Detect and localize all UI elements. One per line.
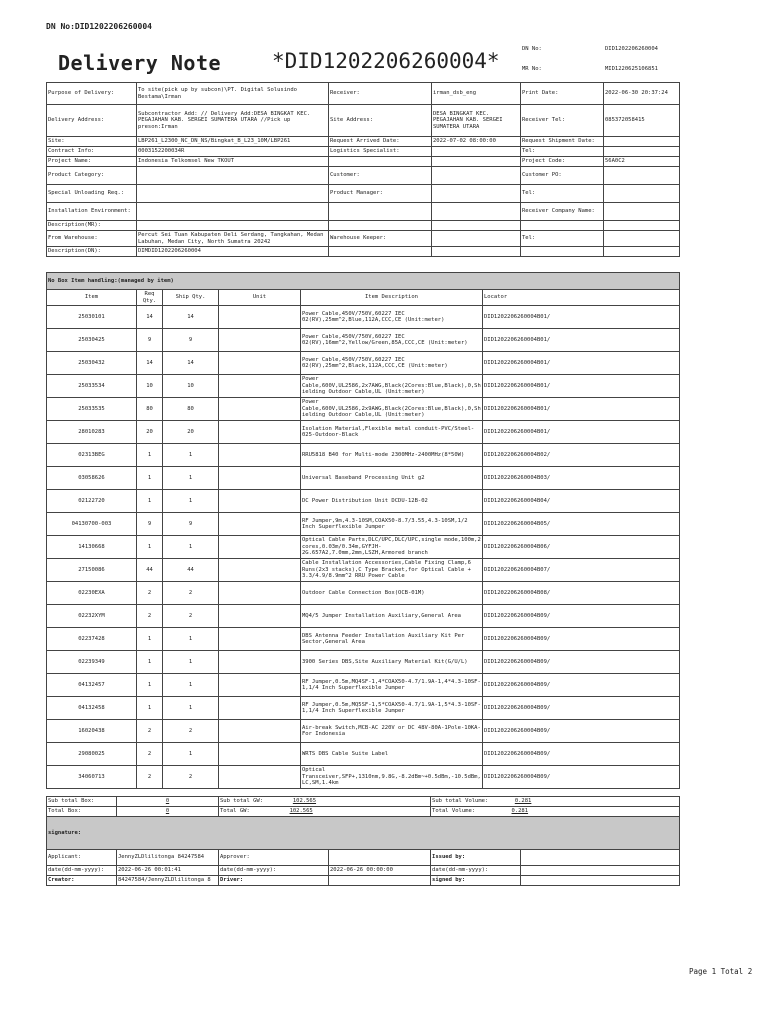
ship-qty: 2 bbox=[163, 582, 219, 605]
item-description: Power Cable,450V/750V,60227 IEC 02(RV),16mm^2,Yellow/Green,85A,CCC,CE (Unit:meter) bbox=[301, 329, 483, 352]
header-value: irman_dsb_eng bbox=[432, 83, 521, 105]
req-qty: 9 bbox=[137, 329, 163, 352]
unit bbox=[219, 582, 301, 605]
req-qty: 20 bbox=[137, 421, 163, 444]
signature-value: 84247584/JennyZLDlilitonga 8 bbox=[117, 876, 219, 886]
item-code: 02122720 bbox=[47, 490, 137, 513]
item-description: Power Cable,450V/750V,60227 IEC 02(RV),25mm^2,Black,112A,CCC,CE (Unit:meter) bbox=[301, 352, 483, 375]
req-qty: 1 bbox=[137, 536, 163, 559]
item-code: 16020438 bbox=[47, 720, 137, 743]
header-label: Delivery Address: bbox=[47, 105, 137, 137]
signature-label: Issued by: bbox=[431, 850, 521, 866]
signature-band: signature: bbox=[47, 817, 680, 850]
item-description: MQ4/5 Jumper Installation Auxiliary,General Area bbox=[301, 605, 483, 628]
signature-label: Creator: bbox=[47, 876, 117, 886]
table-row bbox=[47, 444, 680, 467]
locator: DID1202206260004B02/ bbox=[483, 444, 680, 467]
header-label: Site Address: bbox=[329, 105, 432, 137]
ship-qty: 20 bbox=[163, 421, 219, 444]
table-row bbox=[47, 720, 680, 743]
header-label bbox=[329, 247, 432, 257]
header-value bbox=[432, 167, 521, 185]
item-code: 25030432 bbox=[47, 352, 137, 375]
table-row bbox=[47, 306, 680, 329]
header-value: Percut Sei Tuan Kabupaten Deli Serdang, Tangkahan, Medan Labuhan, Medan City, North Sumatra 20242 bbox=[137, 231, 329, 247]
table-row bbox=[47, 536, 680, 559]
dn-no-label: DN No: bbox=[522, 46, 542, 52]
item-description: Power Cable,450V/750V,60227 IEC 02(RV),25mm^2,Blue,112A,CCC,CE (Unit:meter) bbox=[301, 306, 483, 329]
req-qty: 14 bbox=[137, 306, 163, 329]
table-row bbox=[47, 467, 680, 490]
item-description: Outdoor Cable Connection Box(OCB-01M) bbox=[301, 582, 483, 605]
totals-signature-table bbox=[46, 796, 680, 886]
item-code: 25030101 bbox=[47, 306, 137, 329]
signature-value bbox=[521, 866, 680, 876]
ship-qty: 1 bbox=[163, 490, 219, 513]
item-description: Power Cable,600V,UL2586,2x9AWG,Black(2Cores:Blue,Black),0,Shielding Outdoor Cable,UL (Unit:meter) bbox=[301, 398, 483, 421]
header-label: Receiver: bbox=[329, 83, 432, 105]
header-row bbox=[47, 247, 680, 257]
table-row bbox=[47, 674, 680, 697]
signature-label: Approver: bbox=[219, 850, 329, 866]
ship-qty: 1 bbox=[163, 743, 219, 766]
header-label: From Warehouse: bbox=[47, 231, 137, 247]
header-label: Purpose of Delivery: bbox=[47, 83, 137, 105]
header-row bbox=[47, 231, 680, 247]
header-label: Receiver Company Name: bbox=[521, 203, 604, 221]
page-title: Delivery Note bbox=[58, 51, 222, 75]
signature-label: date(dd-mm-yyyy): bbox=[47, 866, 117, 876]
item-code: 14130668 bbox=[47, 536, 137, 559]
page-footer: Page 1 Total 2 bbox=[689, 967, 753, 976]
ship-qty: 1 bbox=[163, 628, 219, 651]
sub-gw-label: Sub total GW: bbox=[220, 798, 264, 805]
locator: DID1202206260004B01/ bbox=[483, 306, 680, 329]
item-code: 03058626 bbox=[47, 467, 137, 490]
header-label bbox=[521, 247, 604, 257]
unit bbox=[219, 628, 301, 651]
mr-no-label: MR No: bbox=[522, 66, 542, 72]
item-description: RF Jumper,0.5m,MQ4SF-1,4*COAX50-4.7/1.9A-1,4*4.3-10SF-1,1/4 Inch Superflexible Jumper bbox=[301, 674, 483, 697]
req-qty: 2 bbox=[137, 582, 163, 605]
header-row bbox=[47, 147, 680, 157]
header-row bbox=[47, 157, 680, 167]
signature-value: 2022-06-26 00:01:41 bbox=[117, 866, 219, 876]
header-row bbox=[47, 203, 680, 221]
req-qty: 1 bbox=[137, 467, 163, 490]
header-label: Contract Info: bbox=[47, 147, 137, 157]
header-row bbox=[47, 83, 680, 105]
ship-qty: 1 bbox=[163, 536, 219, 559]
header-value bbox=[604, 137, 680, 147]
signature-value bbox=[521, 876, 680, 886]
signature-row bbox=[47, 876, 680, 886]
item-description: Universal Baseband Processing Unit g2 bbox=[301, 467, 483, 490]
ship-qty: 2 bbox=[163, 766, 219, 789]
header-value bbox=[137, 167, 329, 185]
header-label: Special Unloading Req.: bbox=[47, 185, 137, 203]
locator: DID1202206260004B09/ bbox=[483, 766, 680, 789]
signature-label: date(dd-mm-yyyy): bbox=[431, 866, 521, 876]
header-label: Customer: bbox=[329, 167, 432, 185]
header-label: Warehouse Keeper: bbox=[329, 231, 432, 247]
total-box-label: Total Box: bbox=[47, 807, 117, 817]
sub-box-label: Sub total Box: bbox=[47, 797, 117, 807]
header-label: Tel: bbox=[521, 185, 604, 203]
header-value bbox=[604, 203, 680, 221]
total-gw-value: 102.565 bbox=[289, 808, 313, 815]
signature-value: 2022-06-26 00:00:00 bbox=[329, 866, 431, 876]
ship-qty: 14 bbox=[163, 352, 219, 375]
item-code: 02313BEG bbox=[47, 444, 137, 467]
item-code: 25030425 bbox=[47, 329, 137, 352]
req-qty: 2 bbox=[137, 605, 163, 628]
total-gw-label: Total GW: bbox=[220, 808, 250, 815]
unit bbox=[219, 352, 301, 375]
locator: DID1202206260004B01/ bbox=[483, 329, 680, 352]
ship-qty: 1 bbox=[163, 697, 219, 720]
unit bbox=[219, 444, 301, 467]
signature-label: signed by: bbox=[431, 876, 521, 886]
unit bbox=[219, 766, 301, 789]
header-value: Indonesia Telkomsel New TKOUT bbox=[137, 157, 329, 167]
unit bbox=[219, 421, 301, 444]
header-value: 2022-07-02 08:00:00 bbox=[432, 137, 521, 147]
table-row bbox=[47, 490, 680, 513]
header-row bbox=[47, 167, 680, 185]
ship-qty: 1 bbox=[163, 651, 219, 674]
locator: DID1202206260004B01/ bbox=[483, 421, 680, 444]
locator: DID1202206260004B09/ bbox=[483, 743, 680, 766]
signature-value bbox=[329, 876, 431, 886]
ship-qty: 1 bbox=[163, 674, 219, 697]
item-description: 3900 Series DBS,Site Auxiliary Material Kit(G/U/L) bbox=[301, 651, 483, 674]
header-value: 56A0C2 bbox=[604, 157, 680, 167]
ship-qty: 10 bbox=[163, 375, 219, 398]
top-dn-label: DN No:DID1202206260004 bbox=[46, 22, 152, 31]
item-description: DBS Antenna Feeder Installation Auxiliary Kit Per Sector,General Area bbox=[301, 628, 483, 651]
header-value bbox=[604, 221, 680, 231]
header-value bbox=[604, 231, 680, 247]
column-header: Item Description bbox=[301, 290, 483, 306]
header-value: 085372058415 bbox=[604, 105, 680, 137]
item-description: Optical Transceiver,SFP+,1310nm,9.8G,-8.2dBm~+0.5dBm,-10.5dBm,LC,SM,1.4km bbox=[301, 766, 483, 789]
req-qty: 1 bbox=[137, 628, 163, 651]
signature-row bbox=[47, 850, 680, 866]
header-value: DESA BINGKAT KEC. PEGAJAHAN KAB. SERGEI SUMATERA UTARA bbox=[432, 105, 521, 137]
req-qty: 80 bbox=[137, 398, 163, 421]
req-qty: 2 bbox=[137, 720, 163, 743]
item-description: Cable Installation Accessories,Cable Fixing Clamp,6 Runs(2x3 stacks),C Type Bracket,for Optical Cable + 3.3/4.9/8.9mm^2 RRU Power Cable bbox=[301, 559, 483, 582]
header-label bbox=[329, 157, 432, 167]
locator: DID1202206260004B09/ bbox=[483, 628, 680, 651]
header-label: Logistics Specialist: bbox=[329, 147, 432, 157]
item-code: 28010283 bbox=[47, 421, 137, 444]
header-row bbox=[47, 137, 680, 147]
header-value bbox=[432, 185, 521, 203]
header-value bbox=[137, 185, 329, 203]
item-code: 29080025 bbox=[47, 743, 137, 766]
box-handling-band: No Box Item handling:(managed by item) bbox=[47, 273, 680, 290]
barcode-text: *DID1202206260004* bbox=[272, 49, 500, 73]
header-value bbox=[604, 147, 680, 157]
signature-value bbox=[329, 850, 431, 866]
column-header: Item bbox=[47, 290, 137, 306]
locator: DID1202206260004B09/ bbox=[483, 605, 680, 628]
table-row bbox=[47, 375, 680, 398]
table-row bbox=[47, 398, 680, 421]
header-value bbox=[137, 203, 329, 221]
item-description: DC Power Distribution Unit DCDU-12B-02 bbox=[301, 490, 483, 513]
table-row bbox=[47, 582, 680, 605]
item-code: 02230EXA bbox=[47, 582, 137, 605]
ship-qty: 44 bbox=[163, 559, 219, 582]
table-row bbox=[47, 697, 680, 720]
header-value: 0003152200034R bbox=[137, 147, 329, 157]
table-row bbox=[47, 605, 680, 628]
unit bbox=[219, 329, 301, 352]
item-code: 25033534 bbox=[47, 375, 137, 398]
req-qty: 9 bbox=[137, 513, 163, 536]
header-label: Customer PO: bbox=[521, 167, 604, 185]
unit bbox=[219, 743, 301, 766]
ship-qty: 9 bbox=[163, 513, 219, 536]
locator: DID1202206260004B09/ bbox=[483, 697, 680, 720]
unit bbox=[219, 467, 301, 490]
header-value bbox=[432, 221, 521, 231]
header-value bbox=[432, 247, 521, 257]
ship-qty: 2 bbox=[163, 605, 219, 628]
signature-row bbox=[47, 866, 680, 876]
item-code: 25033535 bbox=[47, 398, 137, 421]
header-value bbox=[432, 157, 521, 167]
req-qty: 14 bbox=[137, 352, 163, 375]
total-vol-value: 0.281 bbox=[511, 808, 529, 815]
header-row bbox=[47, 185, 680, 203]
table-row bbox=[47, 743, 680, 766]
item-description: RF Jumper,0.5m,MQ5SF-1,5*COAX50-4.7/1.9A-1,5*4.3-10SF-1,1/4 Inch Superflexible Jumper bbox=[301, 697, 483, 720]
header-value bbox=[604, 167, 680, 185]
locator: DID1202206260004B01/ bbox=[483, 375, 680, 398]
ship-qty: 80 bbox=[163, 398, 219, 421]
signature-label: Driver: bbox=[219, 876, 329, 886]
sub-gw-value: 102.565 bbox=[292, 798, 317, 805]
table-row bbox=[47, 651, 680, 674]
table-row bbox=[47, 513, 680, 536]
ship-qty: 2 bbox=[163, 720, 219, 743]
locator: DID1202206260004B01/ bbox=[483, 398, 680, 421]
unit bbox=[219, 674, 301, 697]
item-description: Air-break Switch,MCB-AC 220V or DC 48V-80A-1Pole-10KA-For Indonesia bbox=[301, 720, 483, 743]
header-label bbox=[329, 221, 432, 231]
item-description: WRTS DBS Cable Suite Label bbox=[301, 743, 483, 766]
table-row bbox=[47, 329, 680, 352]
unit bbox=[219, 559, 301, 582]
header-info-table bbox=[46, 82, 680, 257]
req-qty: 2 bbox=[137, 743, 163, 766]
header-label: Product Category: bbox=[47, 167, 137, 185]
header-label: Receiver Tel: bbox=[521, 105, 604, 137]
column-header: Locator bbox=[483, 290, 680, 306]
table-row bbox=[47, 766, 680, 789]
unit bbox=[219, 398, 301, 421]
header-label: Project Code: bbox=[521, 157, 604, 167]
unit bbox=[219, 513, 301, 536]
unit bbox=[219, 651, 301, 674]
header-value bbox=[432, 203, 521, 221]
header-label: Installation Environment: bbox=[47, 203, 137, 221]
mr-no-value: MID1220625106851 bbox=[605, 66, 658, 72]
header-value bbox=[432, 231, 521, 247]
item-code: 04130700-003 bbox=[47, 513, 137, 536]
header-value: 2022-06-30 20:37:24 bbox=[604, 83, 680, 105]
unit bbox=[219, 375, 301, 398]
unit bbox=[219, 697, 301, 720]
signature-value bbox=[521, 850, 680, 866]
item-code: 02237428 bbox=[47, 628, 137, 651]
locator: DID1202206260004B09/ bbox=[483, 720, 680, 743]
header-label: Request Arrived Date: bbox=[329, 137, 432, 147]
signature-label: date(dd-mm-yyyy): bbox=[219, 866, 329, 876]
header-value bbox=[137, 221, 329, 231]
item-code: 04132457 bbox=[47, 674, 137, 697]
table-row bbox=[47, 352, 680, 375]
header-value: To site(pick up by subcon)\PT. Digital Solusindo Bestama\Irman bbox=[137, 83, 329, 105]
ship-qty: 1 bbox=[163, 467, 219, 490]
table-row bbox=[47, 628, 680, 651]
item-description: Power Cable,600V,UL2586,2x7AWG,Black(2Cores:Blue,Black),0,Shielding Outdoor Cable,UL (Unit:meter) bbox=[301, 375, 483, 398]
header-label: Request Shipment Date: bbox=[521, 137, 604, 147]
item-description: Optical Cable Parts,DLC/UPC,DLC/UPC,single mode,100m,2 cores,0.03m/0.34m,GYFJH-2G.657A2,7.0mm,2mm,LSZH,Armored branch bbox=[301, 536, 483, 559]
locator: DID1202206260004B06/ bbox=[483, 536, 680, 559]
header-label: Print Date: bbox=[521, 83, 604, 105]
header-value: DIMDID1202206260004 bbox=[137, 247, 329, 257]
header-label: Description(DN): bbox=[47, 247, 137, 257]
column-header: Ship Qty. bbox=[163, 290, 219, 306]
locator: DID1202206260004B05/ bbox=[483, 513, 680, 536]
item-code: 02232XYM bbox=[47, 605, 137, 628]
header-label bbox=[521, 221, 604, 231]
locator: DID1202206260004B09/ bbox=[483, 651, 680, 674]
header-value bbox=[432, 147, 521, 157]
ship-qty: 1 bbox=[163, 444, 219, 467]
locator: DID1202206260004B04/ bbox=[483, 490, 680, 513]
req-qty: 1 bbox=[137, 490, 163, 513]
item-description: Isolation Material,Flexible metal conduit-PVC/Steel-025-Outdoor-Black bbox=[301, 421, 483, 444]
req-qty: 1 bbox=[137, 444, 163, 467]
sub-vol-value: 0.281 bbox=[514, 798, 532, 805]
header-label: Site: bbox=[47, 137, 137, 147]
header-value: Subcontractor Add: // Delivery Add:DESA BINGKAT KEC. PEGAJAHAN KAB. SERGEI SUMATERA UTARA //Pick up preson:Irman bbox=[137, 105, 329, 137]
item-code: 02239349 bbox=[47, 651, 137, 674]
total-vol-label: Total Volume: bbox=[432, 808, 476, 815]
signature-value: JennyZLDlilitonga 84247584 bbox=[117, 850, 219, 866]
unit bbox=[219, 490, 301, 513]
locator: DID1202206260004B07/ bbox=[483, 559, 680, 582]
ship-qty: 9 bbox=[163, 329, 219, 352]
header-row bbox=[47, 105, 680, 137]
item-code: 04132458 bbox=[47, 697, 137, 720]
header-label: Project Name: bbox=[47, 157, 137, 167]
unit bbox=[219, 536, 301, 559]
unit bbox=[219, 605, 301, 628]
req-qty: 1 bbox=[137, 697, 163, 720]
items-table bbox=[46, 272, 680, 789]
header-value bbox=[604, 247, 680, 257]
ship-qty: 14 bbox=[163, 306, 219, 329]
sub-vol-label: Sub total Volume: bbox=[432, 798, 489, 805]
total-box-value: 0 bbox=[165, 808, 170, 815]
item-code: 27150086 bbox=[47, 559, 137, 582]
req-qty: 2 bbox=[137, 766, 163, 789]
locator: DID1202206260004B09/ bbox=[483, 674, 680, 697]
unit bbox=[219, 306, 301, 329]
column-header: Unit bbox=[219, 290, 301, 306]
sub-box-value: 0 bbox=[165, 798, 170, 805]
req-qty: 1 bbox=[137, 651, 163, 674]
item-description: RF Jumper,9m,4.3-10SM,COAX50-8.7/3.55,4.3-10SM,1/2 Inch Superflexible Jumper bbox=[301, 513, 483, 536]
req-qty: 44 bbox=[137, 559, 163, 582]
item-code: 34060713 bbox=[47, 766, 137, 789]
req-qty: 10 bbox=[137, 375, 163, 398]
locator: DID1202206260004B01/ bbox=[483, 352, 680, 375]
column-header: Req Qty. bbox=[137, 290, 163, 306]
header-value bbox=[604, 185, 680, 203]
header-value: LBP261_L2300_NC_DN_NS/Bingkat_B_L23_10M/LBP261 bbox=[137, 137, 329, 147]
signature-label: Applicant: bbox=[47, 850, 117, 866]
header-label bbox=[329, 203, 432, 221]
unit bbox=[219, 720, 301, 743]
item-description: RRU5818 B40 for Multi-mode 2300MHz-2400MHz(8*50W) bbox=[301, 444, 483, 467]
dn-no-value: DID1202206260004 bbox=[605, 46, 658, 52]
locator: DID1202206260004B08/ bbox=[483, 582, 680, 605]
header-label: Product Manager: bbox=[329, 185, 432, 203]
req-qty: 1 bbox=[137, 674, 163, 697]
header-label: Tel: bbox=[521, 147, 604, 157]
table-row bbox=[47, 559, 680, 582]
locator: DID1202206260004B03/ bbox=[483, 467, 680, 490]
header-row bbox=[47, 221, 680, 231]
header-label: Description(MR): bbox=[47, 221, 137, 231]
table-row bbox=[47, 421, 680, 444]
header-label: Tel: bbox=[521, 231, 604, 247]
